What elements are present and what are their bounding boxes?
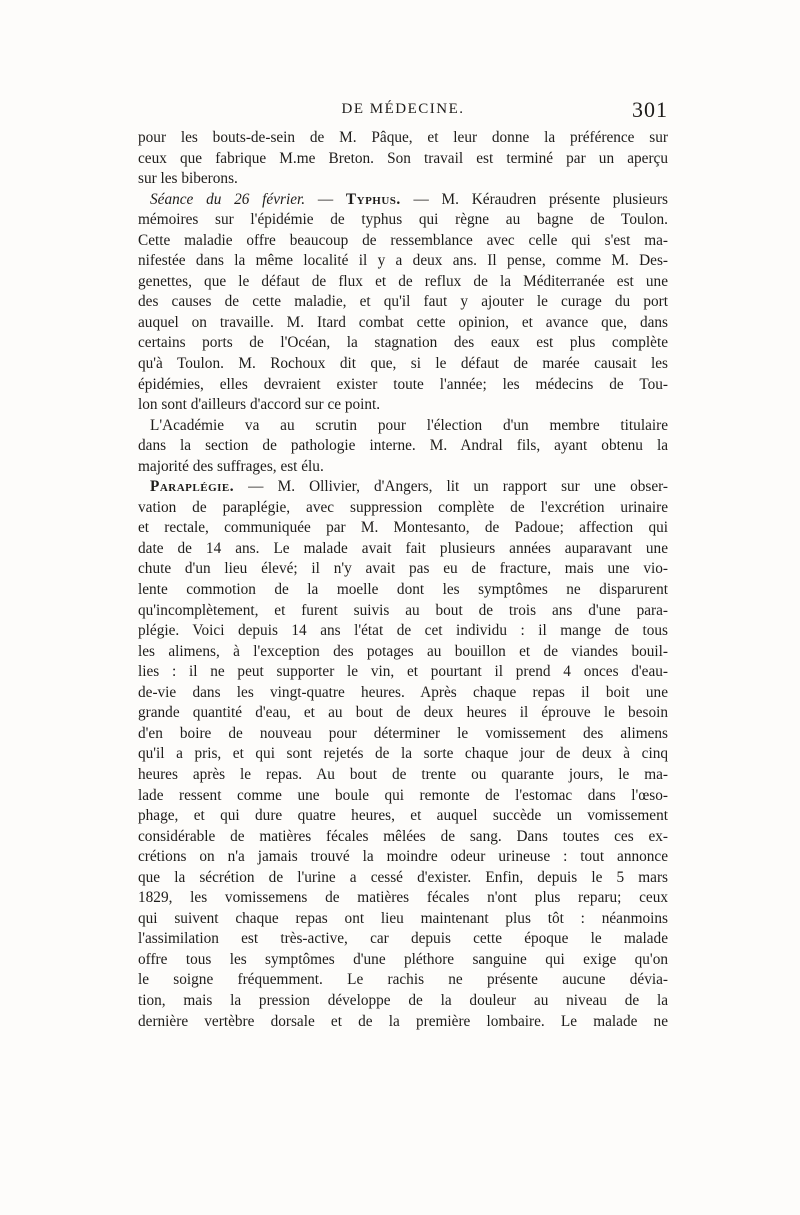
page-number: 301	[632, 97, 668, 122]
body-text	[138, 128, 668, 1032]
text-line: les alimens, à l'exception des potages au bouillon et de viandes bouil-	[138, 642, 668, 660]
text-line: L'Académie va au scrutin pour l'élection d'un membre titulaire	[150, 416, 668, 434]
text-line: majorité des suffrages, est élu.	[138, 457, 324, 475]
text-line: lente commotion de la moelle dont les symptômes ne disparurent	[138, 581, 668, 599]
paragraph-4	[138, 477, 668, 1032]
text-line: sur les biberons.	[138, 170, 238, 188]
paragraph-1	[138, 128, 668, 190]
text-line: lade ressent comme une boule qui remonte de l'estomac dans l'œso-	[138, 786, 668, 804]
session-date: Séance du 26 février.	[150, 190, 306, 208]
section-heading-typhus: Typhus.	[345, 190, 401, 208]
paragraph-2	[138, 190, 668, 416]
text-line-lead	[138, 477, 668, 498]
text-line: d'en boire de nouveau pour déterminer le vomissement des alimens	[138, 724, 668, 742]
text-line: phage, et qui dure quatre heures, et auquel succède un vomissement	[138, 807, 668, 825]
text-line: qu'il a pris, et qui sont rejetés de la sorte chaque jour de deux à cinq	[138, 745, 668, 763]
text-line: Cette maladie offre beaucoup de ressemblance avec celle qui s'est ma-	[138, 231, 668, 249]
text-line: tion, mais la pression développe de la douleur au niveau de la	[138, 991, 668, 1009]
text-line: auquel on travaille. M. Itard combat cette opinion, et avance que, dans	[138, 313, 668, 331]
running-head	[138, 97, 668, 127]
text-line: l'assimilation est très-active, car depuis cette époque le malade	[138, 930, 668, 948]
text-line: qui suivent chaque repas ont lieu maintenant plus tôt : néanmoins	[138, 909, 668, 927]
text-line: mémoires sur l'épidémie de typhus qui règne au bagne de Toulon.	[138, 211, 668, 229]
text-line: épidémies, elles devraient exister toute l'année; les médecins de Tou-	[138, 375, 668, 393]
text-line: lies : il ne peut supporter le vin, et pourtant il prend 4 onces d'eau-	[138, 663, 668, 681]
text-line: offre tous les symptômes d'une pléthore sanguine qui exige qu'on	[138, 950, 668, 968]
lead-separator: —	[305, 190, 346, 208]
text-line: considérable de matières fécales mêlées de sang. Dans toutes ces ex-	[138, 827, 668, 845]
text-line: et rectale, communiquée par M. Montesanto, de Padoue; affection qui	[138, 519, 668, 537]
text-line: grande quantité d'eau, et au bout de deux heures il éprouve le besoin	[138, 704, 668, 722]
text-line: nifestée dans la même localité il y a deux ans. Il pense, comme M. Des-	[138, 252, 668, 270]
text-line: de-vie dans les vingt-quatre heures. Après chaque repas il boit une	[138, 683, 668, 701]
text-line: certains ports de l'Océan, la stagnation des eaux est plus complète	[138, 334, 668, 352]
text-line: heures après le repas. Au bout de trente ou quarante jours, le ma-	[138, 765, 668, 783]
text-line: pour les bouts-de-sein de M. Pâque, et leur donne la préférence sur	[138, 129, 668, 146]
text-line: le soigne fréquemment. Le rachis ne présente aucune dévia-	[138, 971, 668, 989]
text-line: dernière vertèbre dorsale et de la première lombaire. Le malade ne	[138, 1012, 668, 1030]
text-line: lon sont d'ailleurs d'accord sur ce point.	[138, 396, 381, 414]
text-line: chute d'un lieu élevé; il n'y avait pas eu de fracture, mais une vio-	[138, 560, 668, 578]
text-fragment: — M. Kéraudren présente plusieurs	[400, 190, 668, 208]
text-line: que la sécrétion de l'urine a cessé d'exister. Enfin, depuis le 5 mars	[138, 868, 668, 886]
text-line: des causes de cette maladie, et qu'il faut y ajouter le curage du port	[138, 293, 668, 311]
text-line: qu'à Toulon. M. Rochoux dit que, si le défaut de marée causait les	[138, 355, 668, 373]
text-line-lead	[138, 190, 668, 211]
running-title: DE MÉDECINE.	[341, 101, 465, 117]
text-line: crétions on n'a jamais trouvé la moindre odeur urineuse : tout annonce	[138, 848, 668, 866]
text-line: dans la section de pathologie interne. M. Andral fils, ayant obtenu la	[138, 437, 668, 455]
text-line: date de 14 ans. Le malade avait fait plusieurs années auparavant une	[138, 539, 668, 557]
text-fragment: — M. Ollivier, d'Angers, lit un rapport sur une obser-	[234, 478, 668, 496]
text-line: 1829, les vomissemens de matières fécales n'ont plus reparu; ceux	[138, 889, 668, 907]
text-line: ceux que fabrique M.me Breton. Son travail est terminé par un aperçu	[138, 149, 668, 167]
text-line: vation de paraplégie, avec suppression complète de l'excrétion urinaire	[138, 498, 668, 516]
section-heading-paraplegie: Paraplégie.	[150, 478, 235, 496]
text-line: genettes, que le défaut de flux et de reflux de la Méditerranée est une	[138, 272, 668, 290]
text-line: qu'incomplètement, et furent suivis au bout de trois ans d'une para-	[138, 601, 668, 619]
paragraph-3	[138, 416, 668, 478]
text-line: plégie. Voici depuis 14 ans l'état de cet individu : il mange de tous	[138, 622, 668, 640]
